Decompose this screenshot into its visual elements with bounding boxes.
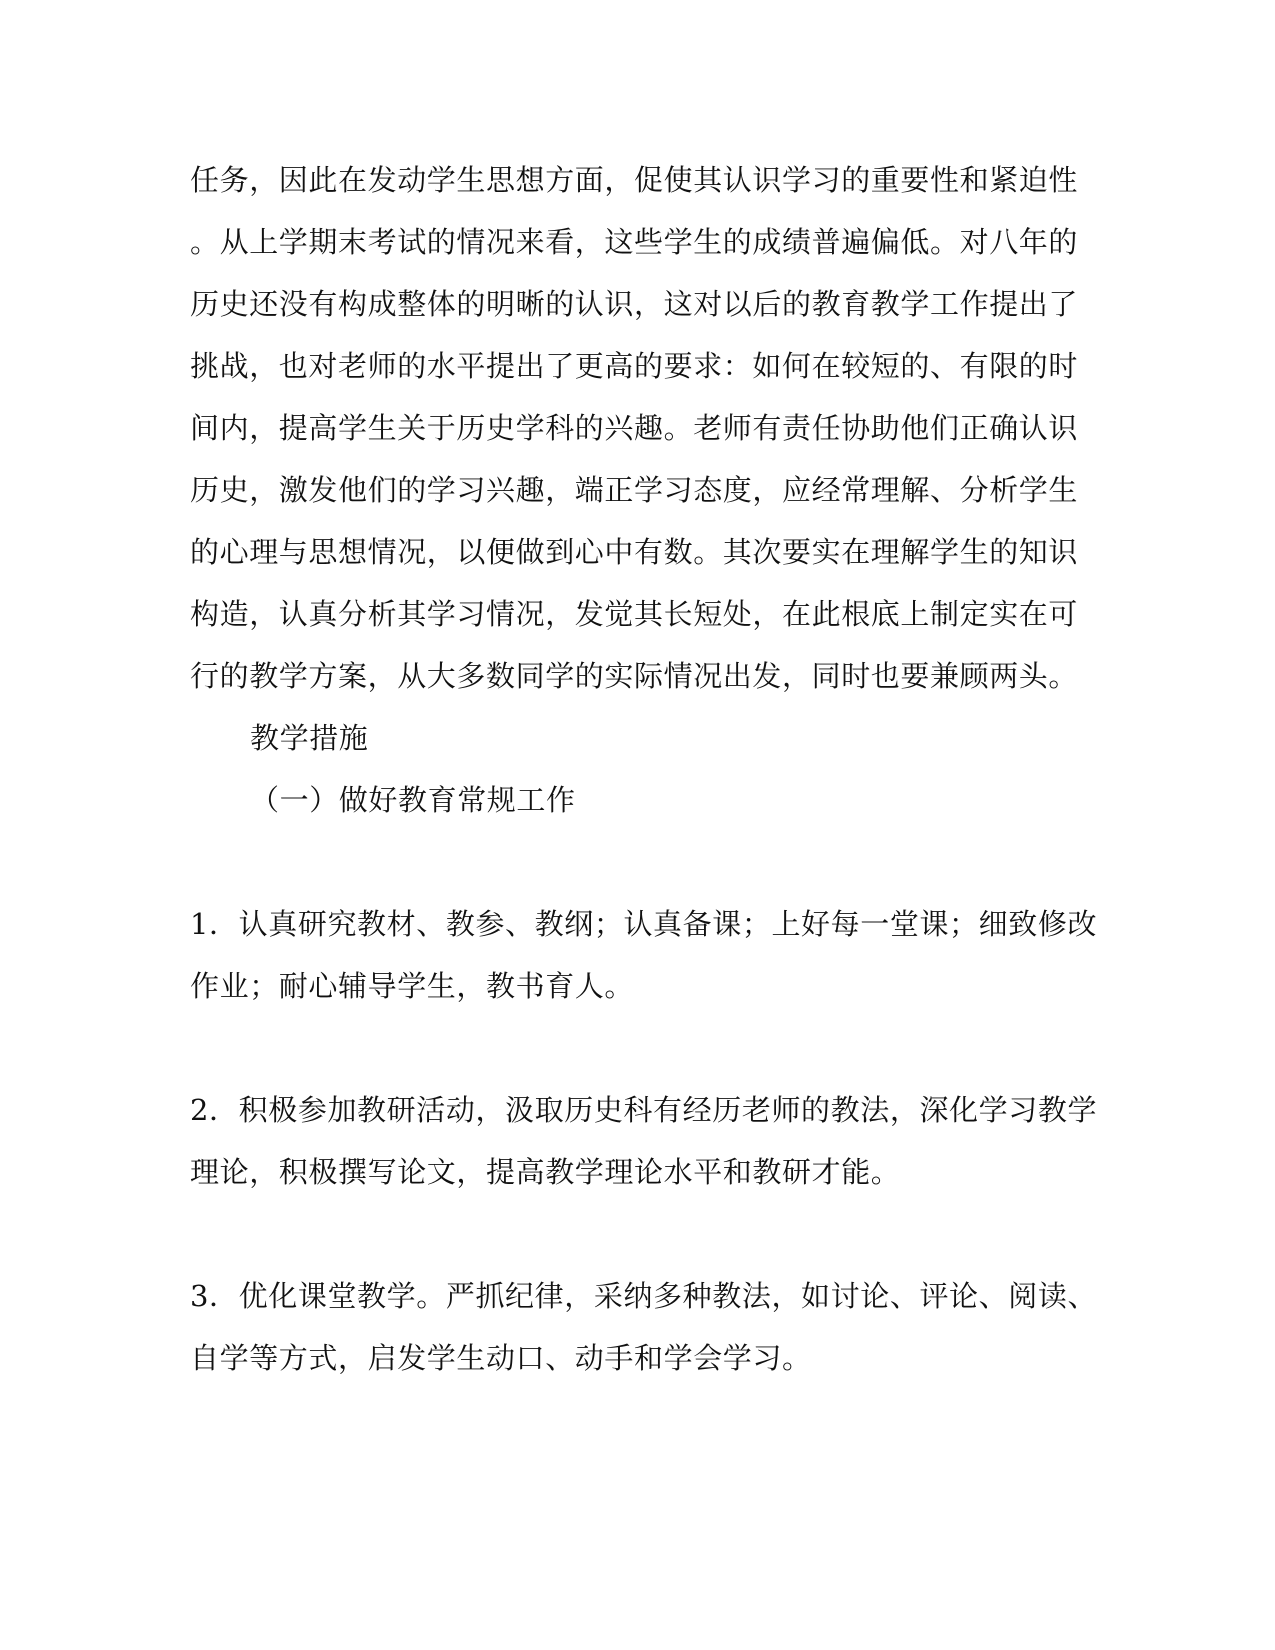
paragraph-line: 挑战，也对老师的水平提出了更高的要求：如何在较短的、有限的时: [190, 349, 1079, 383]
section-subheading: （一）做好教育常规工作: [250, 783, 576, 817]
list-item-line: 1．认真研究教材、教参、教纲；认真备课；上好每一堂课；细致修改: [190, 907, 1098, 941]
list-item-line: 3．优化课堂教学。严抓纪律，采纳多种教法，如讨论、评论、阅读、: [190, 1279, 1098, 1313]
paragraph-line: 构造，认真分析其学习情况，发觉其长短处，在此根底上制定实在可: [190, 597, 1079, 631]
paragraph-line: 的心理与思想情况，以便做到心中有数。其次要实在理解学生的知识: [190, 535, 1079, 569]
list-item-line: 作业；耐心辅导学生，教书育人。: [190, 969, 635, 1003]
paragraph-line: 历史，激发他们的学习兴趣，端正学习态度，应经常理解、分析学生: [190, 473, 1079, 507]
paragraph-line: 历史还没有构成整体的明晰的认识，这对以后的教育教学工作提出了: [190, 287, 1079, 321]
paragraph-line: 。从上学期末考试的情况来看，这些学生的成绩普遍偏低。对八年的: [190, 225, 1079, 259]
paragraph-line: 行的教学方案，从大多数同学的实际情况出发，同时也要兼顾两头。: [190, 659, 1079, 693]
list-item-line: 自学等方式，启发学生动口、动手和学会学习。: [190, 1341, 812, 1375]
paragraph-line: 任务，因此在发动学生思想方面，促使其认识学习的重要性和紧迫性: [190, 163, 1079, 197]
list-item-line: 2．积极参加教研活动，汲取历史科有经历老师的教法，深化学习教学: [190, 1093, 1098, 1127]
list-item-line: 理论，积极撰写论文，提高教学理论水平和教研才能。: [190, 1155, 901, 1189]
paragraph-line: 间内，提高学生关于历史学科的兴趣。老师有责任协助他们正确认识: [190, 411, 1079, 445]
section-heading: 教学措施: [250, 721, 369, 755]
